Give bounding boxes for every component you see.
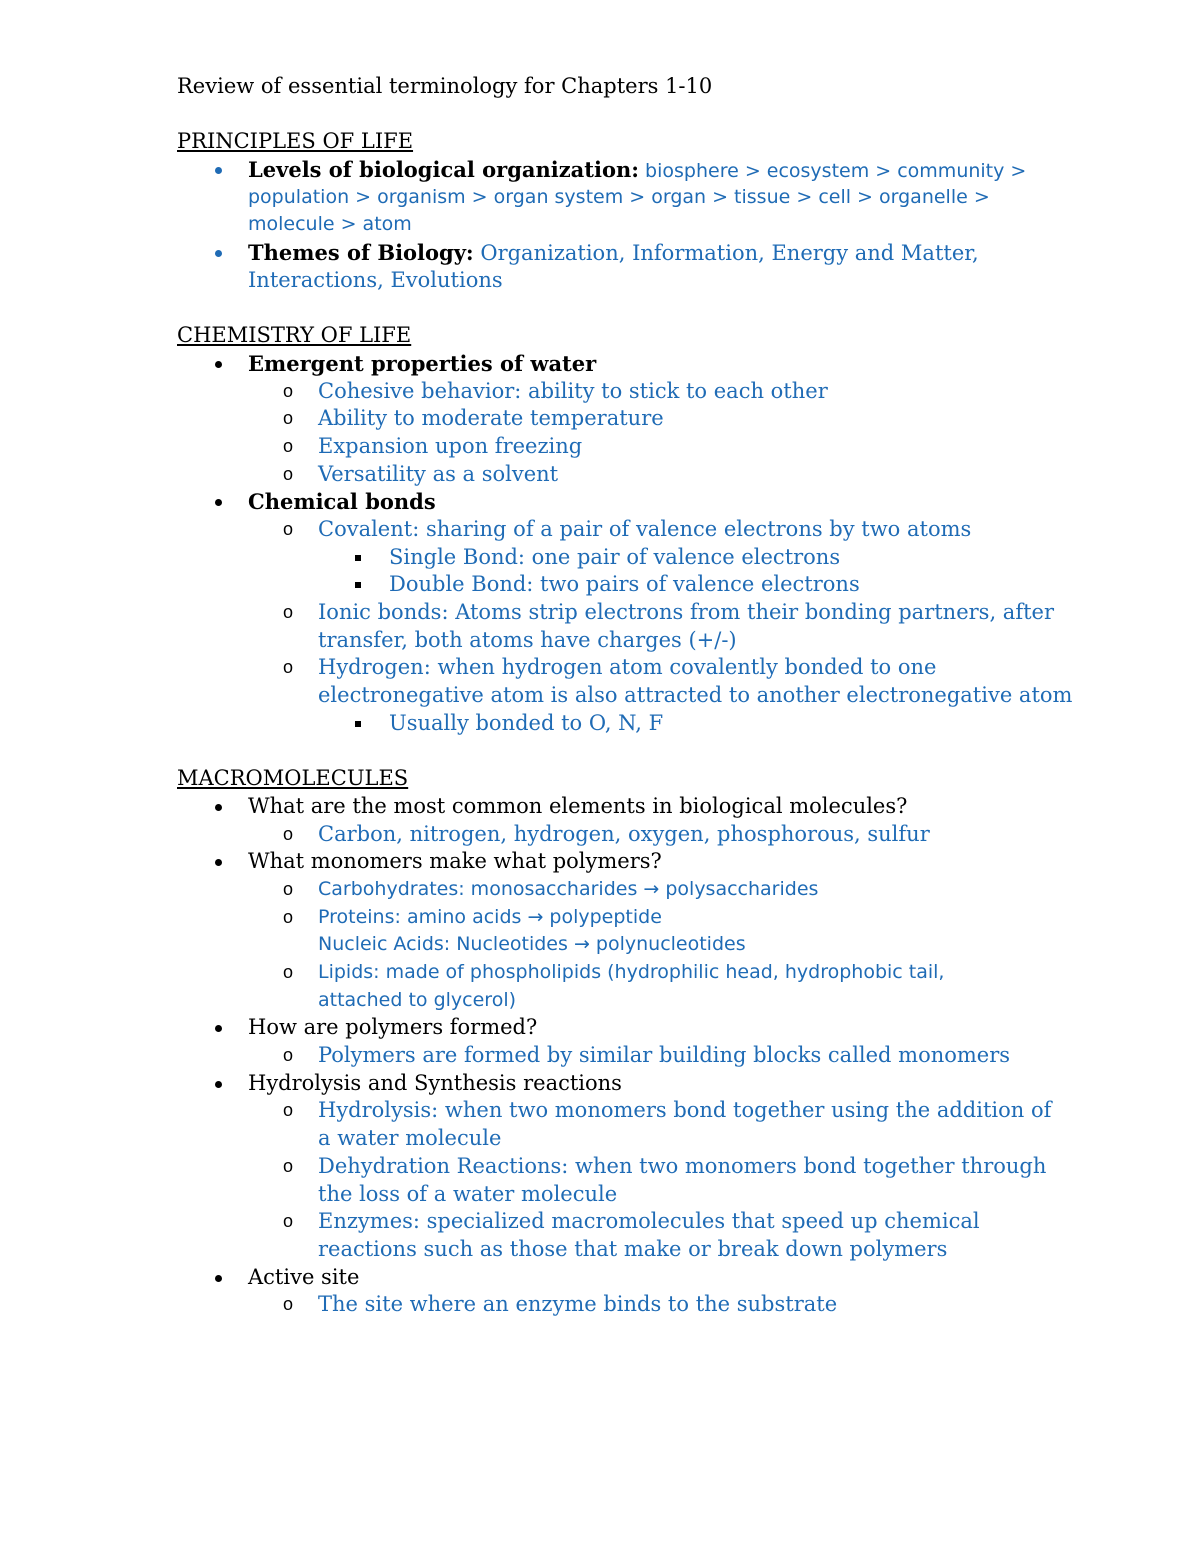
sub-item bbox=[177, 433, 1057, 461]
sub-item bbox=[177, 1208, 1057, 1236]
bullet-icon bbox=[215, 804, 222, 811]
spacer bbox=[177, 295, 1057, 323]
sub-item-continuation bbox=[177, 931, 1057, 959]
sub-item bbox=[177, 876, 1057, 904]
sub-item bbox=[177, 1097, 1057, 1125]
item-text: What monomers make what polymers? bbox=[248, 849, 662, 874]
sub-sub-item-text: Single Bond: one pair of valence electrons bbox=[389, 544, 841, 569]
circle-bullet-icon: o bbox=[283, 1211, 294, 1232]
sub-item-text: Ability to moderate temperature bbox=[318, 406, 664, 431]
sub-item bbox=[177, 654, 1057, 682]
bullet-icon bbox=[215, 250, 222, 257]
sub-sub-item-text: Double Bond: two pairs of valence electrons bbox=[389, 572, 860, 597]
circle-bullet-icon: o bbox=[283, 657, 294, 678]
circle-bullet-icon: o bbox=[283, 878, 294, 899]
arrow-icon: → bbox=[573, 933, 590, 956]
circle-bullet-icon: o bbox=[283, 1045, 294, 1066]
sub-item-text: Proteins: amino acids bbox=[318, 905, 528, 928]
spacer bbox=[177, 738, 1057, 766]
list-item-question bbox=[177, 793, 1057, 821]
sub-item bbox=[177, 405, 1057, 433]
circle-bullet-icon: o bbox=[283, 408, 294, 429]
sub-item-text: polynucleotides bbox=[589, 933, 746, 956]
circle-bullet-icon: o bbox=[283, 1100, 294, 1121]
sub-item-text: Ionic bonds: Atoms strip electrons from their bonding partners, after bbox=[318, 600, 1054, 625]
bullet-icon bbox=[215, 859, 222, 866]
item-text: What are the most common elements in biological molecules? bbox=[248, 793, 908, 818]
sub-sub-item-text: Usually bonded to O, N, F bbox=[389, 710, 664, 735]
item-label: Levels of biological organization: bbox=[248, 157, 639, 183]
sub-item-text: Versatility as a solvent bbox=[318, 461, 559, 486]
sub-item bbox=[177, 959, 1057, 987]
circle-bullet-icon: o bbox=[283, 1155, 294, 1176]
sub-item-continuation: transfer, both atoms have charges (+/-) bbox=[318, 627, 737, 652]
list-item-question bbox=[177, 1264, 1057, 1292]
sub-item-continuation: the loss of a water molecule bbox=[318, 1181, 618, 1206]
sub-item bbox=[177, 1042, 1057, 1070]
section-heading-macromolecules: MACROMOLECULES bbox=[177, 766, 409, 791]
bullet-icon bbox=[215, 361, 222, 368]
sub-item-text: Carbohydrates: monosaccharides bbox=[318, 877, 644, 900]
sub-item-text: Nucleic Acids: Nucleotides bbox=[318, 933, 574, 956]
sub-item-text: Polymers are formed by similar building blocks called monomers bbox=[318, 1043, 1011, 1068]
sub-item-text: Expansion upon freezing bbox=[318, 433, 583, 458]
item-label: Themes of Biology: bbox=[248, 240, 474, 266]
circle-bullet-icon: o bbox=[283, 435, 294, 456]
list-item-question bbox=[177, 1070, 1057, 1098]
sub-item bbox=[177, 378, 1057, 406]
sub-item-text: Covalent: sharing of a pair of valence electrons by two atoms bbox=[318, 517, 972, 541]
list-item-themes bbox=[177, 239, 1057, 267]
circle-bullet-icon: o bbox=[283, 906, 294, 927]
list-item-question bbox=[177, 848, 1057, 876]
sub-item bbox=[177, 516, 1057, 544]
sub-item bbox=[177, 821, 1057, 849]
list-item-water bbox=[177, 350, 1057, 378]
circle-bullet-icon: o bbox=[283, 1294, 294, 1315]
sub-sub-item bbox=[177, 571, 1057, 599]
sub-sub-item bbox=[177, 544, 1057, 572]
list-item-bonds bbox=[177, 488, 1057, 516]
item-text: Hydrolysis and Synthesis reactions bbox=[248, 1070, 622, 1095]
sub-item bbox=[177, 1153, 1057, 1181]
spacer bbox=[177, 101, 1057, 129]
sub-item-text: The site where an enzyme binds to the substrate bbox=[318, 1292, 838, 1317]
sub-sub-item bbox=[177, 710, 1057, 738]
sub-item-text: Hydrogen: when hydrogen atom covalently bonded to one bbox=[318, 655, 937, 680]
circle-bullet-icon: o bbox=[283, 380, 294, 401]
sub-item-continuation: attached to glycerol) bbox=[318, 988, 517, 1011]
square-bullet-icon bbox=[355, 582, 361, 588]
bullet-icon bbox=[215, 499, 222, 506]
bullet-icon bbox=[215, 1081, 222, 1088]
sub-item bbox=[177, 461, 1057, 489]
circle-bullet-icon: o bbox=[283, 519, 294, 539]
sub-item-text: Enzymes: specialized macromolecules that speed up chemical bbox=[318, 1209, 980, 1234]
circle-bullet-icon: o bbox=[283, 962, 294, 982]
section-heading-chemistry: CHEMISTRY OF LIFE bbox=[177, 323, 412, 348]
item-text: Organization, Information, Energy and Matter, bbox=[473, 241, 979, 266]
item-label: Emergent properties of water bbox=[248, 350, 597, 376]
arrow-icon: → bbox=[643, 877, 660, 900]
sub-item-text: Lipids: made of phospholipids (hydrophilic head, hydrophobic tail, bbox=[318, 961, 945, 983]
item-text: How are polymers formed? bbox=[248, 1015, 538, 1040]
item-label: Chemical bonds bbox=[248, 489, 436, 515]
item-continuation: Interactions, Evolutions bbox=[248, 267, 503, 292]
square-bullet-icon bbox=[355, 555, 361, 561]
sub-item-text: Cohesive behavior: ability to stick to each other bbox=[318, 378, 828, 403]
sub-item bbox=[177, 904, 1057, 932]
document-page bbox=[177, 73, 1073, 1319]
sub-item-text: Carbon, nitrogen, hydrogen, oxygen, phosphorous, sulfur bbox=[318, 821, 930, 846]
item-text: biosphere > ecosystem > community > bbox=[639, 160, 1027, 183]
sub-item-text: Hydrolysis: when two monomers bond together using the addition of bbox=[318, 1098, 1052, 1123]
circle-bullet-icon: o bbox=[283, 823, 294, 844]
circle-bullet-icon: o bbox=[283, 463, 294, 484]
bullet-icon bbox=[215, 167, 222, 174]
list-item-question bbox=[177, 1014, 1057, 1042]
sub-item bbox=[177, 1291, 1057, 1319]
arrow-icon: → bbox=[527, 905, 544, 928]
bullet-icon bbox=[215, 1025, 222, 1032]
item-text: Active site bbox=[248, 1264, 360, 1289]
sub-item-continuation: reactions such as those that make or break down polymers bbox=[318, 1236, 948, 1261]
item-continuation: population > organism > organ system > organ > tissue > cell > organelle > bbox=[248, 185, 990, 208]
document-title: Review of essential terminology for Chapters 1-10 bbox=[177, 74, 713, 98]
square-bullet-icon bbox=[355, 721, 361, 727]
circle-bullet-icon: o bbox=[283, 602, 294, 623]
item-continuation: molecule > atom bbox=[248, 213, 412, 236]
sub-item-text: polypeptide bbox=[543, 905, 662, 928]
sub-item-continuation: electronegative atom is also attracted to another electronegative atom bbox=[318, 683, 1073, 708]
sub-item bbox=[177, 599, 1057, 627]
sub-item-text: polysaccharides bbox=[659, 877, 819, 900]
sub-item-text: Dehydration Reactions: when two monomers bond together through bbox=[318, 1153, 1047, 1178]
bullet-icon bbox=[215, 1275, 222, 1282]
sub-item-continuation: a water molecule bbox=[318, 1126, 502, 1151]
list-item-levels bbox=[177, 156, 1057, 184]
section-heading-principles: PRINCIPLES OF LIFE bbox=[177, 129, 414, 154]
